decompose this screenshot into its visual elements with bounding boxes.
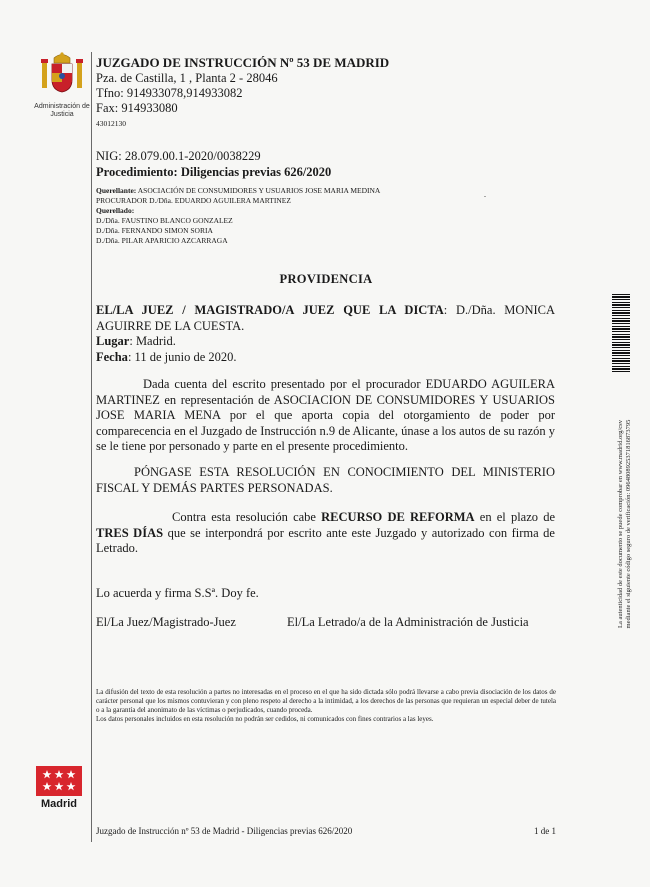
madrid-label: Madrid	[40, 798, 78, 810]
court-header	[96, 55, 556, 128]
judge-name: : D./Dña. MONICA AGUIRRE DE LA CUESTA.	[96, 303, 555, 333]
administracion-justicia-label: Administración de Justicia	[34, 103, 90, 118]
closing-line: Lo acuerda y firma S.Sª. Doy fe.	[96, 586, 259, 600]
paragraph-notify: PÓNGASE ESTA RESOLUCIÓN EN CONOCIMIENTO DEL MINISTERIO FISCAL Y DEMÁS PARTES PERSONADAS.	[96, 465, 555, 495]
complainant-label: Querellante:	[96, 186, 137, 195]
defendant-item: D./Dña. PILAR APARICIO AZCARRAGA	[96, 236, 228, 245]
procedure-info	[96, 148, 556, 180]
court-code: 43012130	[96, 119, 126, 128]
paragraph-filing: Dada cuenta del escrito presentado por el procurador EDUARDO AGUILERA MARTINEZ en representación de ASOCIACION DE CONSUMIDORES Y USUARIOS JOSE MARIA MENA por el que aporta copia del otorgamiento de poder por comparecencia en el Juzgado de Instrucción n.9 de Alicante, únase a los autos de su razón y se le tiene por personado y parte en el presente procedimiento.	[96, 377, 555, 453]
judge-info	[96, 303, 555, 365]
signatures	[96, 615, 556, 630]
verification-line-1: La autenticidad de este documento se puede comprobar en www.madrid.org/csv	[617, 420, 624, 628]
madrid-stars-icon	[36, 766, 82, 796]
legal-notice	[96, 688, 556, 724]
judge-label: EL/LA JUEZ / MAGISTRADO/A JUEZ QUE LA DICTA	[96, 303, 444, 317]
complainant-name: ASOCIACIÓN DE CONSUMIDORES Y USUARIOS JOSE MARIA MEDINA	[137, 186, 381, 195]
stray-dot: .	[484, 190, 486, 199]
parties-block	[96, 186, 556, 246]
defendant-item: D./Dña. FERNANDO SIMON SORIA	[96, 226, 213, 235]
court-name: JUZGADO DE INSTRUCCIÓN Nº 53 DE MADRID	[96, 55, 390, 70]
court-fax: Fax: 914933080	[96, 101, 178, 115]
paragraph-appeal: Contra esta resolución cabe RECURSO DE REFORMA en el plazo de TRES DÍAS que se interpondrá por escrito ante este Juzgado y autorizado con firma de Letrado.	[96, 510, 556, 555]
legal-notice-p1: La difusión del texto de esta resolución a partes no interesadas en el proceso en el que ha sido dictada sólo podrá llevarse a cabo previa disociación de los datos de carácter personal que los mismos contuvieran y con pleno respeto al derecho a la intimidad, a los derechos de las personas que requieran un especial deber de tutela o a la garantía del anonimato de las víctimas o perjudicados, cuando proceda.	[96, 688, 556, 714]
defendant-item: D./Dña. FAUSTINO BLANCO GONZALEZ	[96, 216, 233, 225]
nig-number: NIG: 28.079.00.1-2020/0038229	[96, 149, 261, 163]
legal-notice-p2: Los datos personales incluidos en esta resolución no podrán ser cedidos, ni comunicados con fines contrarios a las leyes.	[96, 715, 434, 723]
court-address: Pza. de Castilla, 1 , Planta 2 - 28046	[96, 71, 278, 85]
spain-coat-of-arms-icon	[38, 50, 86, 98]
page-footer	[96, 826, 556, 836]
attorney-line: PROCURADOR D./Dña. EDUARDO AGUILERA MARTINEZ	[96, 196, 291, 205]
defendants-label: Querellado:	[96, 206, 135, 215]
comunidad-madrid-logo	[36, 766, 82, 810]
appeal-term: TRES DÍAS	[96, 525, 164, 540]
appeal-type: RECURSO DE REFORMA	[321, 510, 475, 524]
document-title: PROVIDENCIA	[279, 272, 373, 286]
place-value: : Madrid.	[129, 334, 176, 348]
verification-text	[617, 339, 633, 709]
date-label: Fecha	[96, 349, 128, 364]
signature-clerk: El/La Letrado/a de la Administración de Justicia	[287, 615, 529, 629]
footer-reference: Juzgado de Instrucción nº 53 de Madrid - Diligencias previas 626/2020	[96, 826, 353, 836]
vertical-rule	[91, 52, 92, 842]
procedure-value: Diligencias previas 626/2020	[180, 165, 332, 179]
court-phone: Tfno: 914933078,914933082	[96, 86, 243, 100]
administracion-justicia-logo	[32, 50, 92, 119]
page-number: 1 de 1	[534, 826, 556, 836]
complainant-line	[96, 186, 556, 196]
date-value: : 11 de junio de 2020.	[127, 349, 237, 364]
procedure-line	[96, 164, 556, 180]
verification-line-2: mediante el siguiente código seguro de verificación: 0964808925371816873795	[625, 419, 632, 629]
signature-judge: El/La Juez/Magistrado-Juez	[96, 615, 236, 629]
place-label: Lugar	[96, 334, 130, 348]
procedure-label: Procedimiento:	[96, 165, 178, 179]
